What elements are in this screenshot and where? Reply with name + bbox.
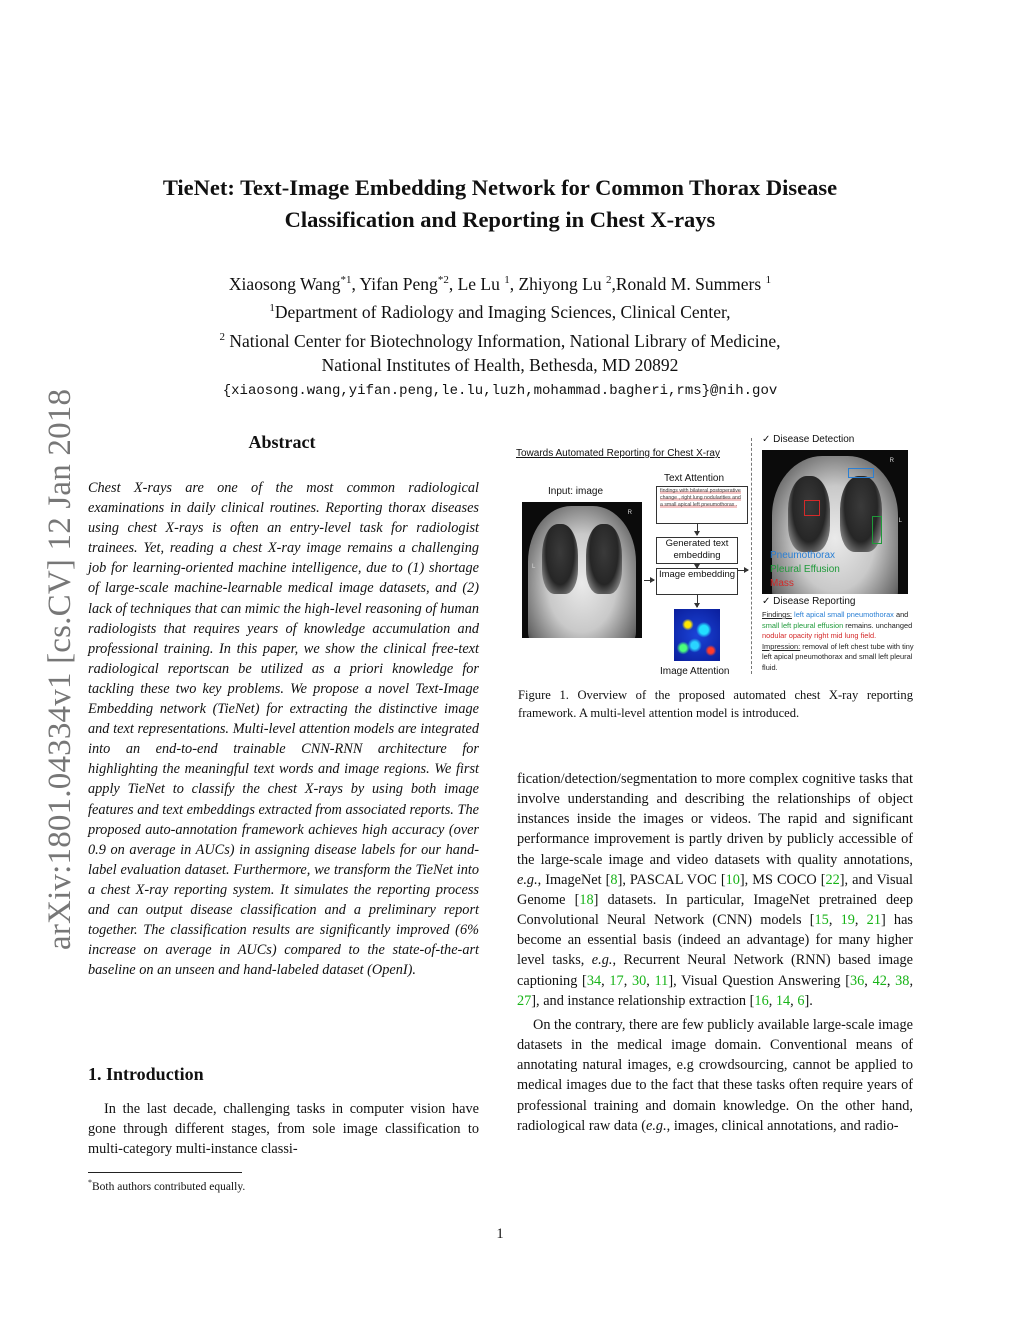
right-column-body	[517, 769, 913, 1136]
text-span: , ImageNet [	[537, 871, 611, 888]
findings-pneumothorax: left apical small pneumothorax	[792, 610, 894, 619]
figure-1	[514, 430, 914, 682]
citation-link[interactable]: 22	[825, 871, 840, 888]
check-icon: ✓	[762, 596, 771, 607]
citation-link[interactable]: 16	[754, 992, 769, 1009]
text-span: ,	[854, 912, 867, 929]
input-xray-image	[522, 502, 642, 638]
citation-link[interactable]: 14	[775, 992, 791, 1009]
report-snippet-text: findings with bilateral postoperative change , right lung nodularities and a small apical left pneumothorax .	[660, 488, 741, 508]
xray-marker-l: L	[532, 564, 536, 570]
introduction-paragraph: In the last decade, challenging tasks in computer vision have gone through different stages, from sole image classification to multi-category multi-instance classi-	[88, 1101, 479, 1158]
author-name: ,Ronald M. Summers	[611, 273, 766, 294]
detection-xray-image	[762, 450, 908, 594]
figure-1-caption: Figure 1. Overview of the proposed automated chest X-ray reporting framework. A multi-level attention model is introduced.	[518, 688, 913, 720]
text-span: ], MS COCO [	[739, 871, 826, 888]
legend-mass: Mass	[770, 578, 794, 589]
legend-pneumothorax: Pneumothorax	[770, 550, 836, 561]
citation-link[interactable]: 8	[610, 871, 618, 888]
author-sup: *1	[340, 274, 352, 286]
footnote-text: Both authors contributed equally.	[92, 1180, 246, 1193]
affiliation-1	[100, 296, 900, 324]
affiliation-sup: 1	[269, 302, 275, 315]
author-sup: 2	[605, 274, 612, 286]
generated-text-embedding-box: Generated text embedding	[656, 537, 738, 564]
citation-link[interactable]: 10	[725, 871, 740, 888]
arrow-embed-to-heatmap	[697, 595, 698, 607]
image-attention-label: Image Attention	[660, 666, 730, 677]
findings-connector: and	[895, 610, 909, 619]
divider-line	[751, 438, 753, 674]
author-sup: 1	[504, 274, 510, 286]
author-emails: {xiaosong.wang,yifan.peng,le.lu,luzh,mohammad.bagheri,rms}@nih.gov	[222, 383, 778, 400]
detection-label: Disease Detection	[773, 434, 855, 445]
affiliation-text: Department of Radiology and Imaging Sciences, Clinical Center,	[274, 302, 731, 323]
xray-marker-r: R	[627, 510, 632, 516]
footnote-mark: *	[88, 1178, 92, 1187]
text-span: ] datasets. In particular, ImageNet pretrained deep Convolutional Neural Network (CNN) models [	[517, 891, 913, 929]
figure-heading: Towards Automated Reporting for Chest X-ray	[516, 448, 720, 459]
image-attention-heatmap	[674, 609, 720, 661]
page-number: 1	[496, 1226, 504, 1242]
abstract-text: Chest X-rays are one of the most common radiological examinations in daily clinical routines. Reporting thorax diseases using chest X-rays is often an entry-level task for radiologist trainees. Yet, reading a chest X-ray image remains a challenging job for learning-oriented machine intelligence, due to (1) shortage of large-scale machine-learnable medical image datasets, and (2) lack of techniques that can mimic the high-level reasoning of human radiologists that requires years of knowledge accumulation and professional training. In this paper, we show the clinical free-text radiological reportscan be utilized as a priori knowledge for tackling these two key problems. We propose a novel Text-Image Embedding network (TieNet) for extracting the distinctive image and text representations. Multi-level attention models are integrated into an end-to-end trainable CNN-RNN architecture for highlighting the meaningful text words and image regions. We first apply TieNet to classify the chest X-rays by using both image features and text embeddings extracted from associated reports. The proposed auto-annotation framework achieves high accuracy (over 0.9 on average in AUCs) in assigning disease labels for our hand-label evaluation dataset. Furthermore, we transform the TieNet into a chest X-ray reporting system. It simulates the reporting process and can output disease classification and a preliminary report together. The classification results are significantly improved (6% increase on average in AUCs) compared to the state-of-the-art baseline on an unseen and hand-labeled dataset (OpenI).	[88, 480, 479, 979]
text-span: , images, clinical annotations, and radio-	[666, 1117, 899, 1134]
text-span: ,	[886, 972, 896, 989]
text-span: ] has become an essential basis (indeed an advantage) for many higher level tasks,	[517, 912, 913, 969]
mass-box	[804, 500, 820, 516]
text-span: ,	[909, 972, 914, 989]
text-span: ], PASCAL VOC [	[617, 871, 726, 888]
check-icon: ✓	[762, 434, 771, 445]
citation-link[interactable]: 6	[797, 992, 805, 1009]
citation-link[interactable]: 21	[866, 912, 881, 929]
text-span: ,	[790, 992, 798, 1009]
arxiv-identifier: arXiv:1801.04334v1 [cs.CV] 12 Jan 2018	[42, 388, 78, 950]
text-span: e.g.	[646, 1117, 667, 1134]
text-span: ,	[768, 992, 776, 1009]
text-span: ], and Visual Genome [	[517, 871, 913, 908]
text-span: On the contrary, there are few publicly available large-scale image datasets in the medical image domain. Conventional means of annotating natural images, e.g crowdsourcing, cannot be applied to medical images due to the fact that these tasks often require years of professional training and domain knowledge. On the other hand, radiological raw data (	[517, 1016, 913, 1134]
footnote-rule	[88, 1172, 242, 1173]
arrow-input-to-image-embed	[644, 580, 654, 581]
text-span: ,	[828, 912, 841, 929]
findings-mass: nodular opacity right mid lung field.	[762, 631, 877, 640]
text-span: ,	[601, 972, 610, 989]
author-name: , Yifan Peng	[351, 273, 438, 294]
findings-effusion: small left pleural effusion	[762, 620, 844, 630]
citation-link[interactable]: 27	[517, 992, 532, 1009]
reporting-label: Disease Reporting	[773, 596, 856, 607]
author-sup: 1	[765, 274, 772, 286]
text-span: ], and instance relationship extraction [	[531, 992, 755, 1009]
findings-label: Findings:	[762, 610, 792, 619]
text-span: ].	[804, 992, 813, 1009]
author-name: , Zhiyong Lu	[509, 273, 606, 294]
text-span: ], Visual Question Answering [	[668, 972, 850, 989]
citation-link[interactable]: 11	[654, 972, 669, 989]
citation-link[interactable]: 36	[849, 972, 865, 989]
title-line-2: Classification and Reporting in Chest X-rays	[284, 207, 716, 232]
affiliation-text: National Center for Biotechnology Information, National Library of Medicine,	[225, 330, 781, 351]
pneumothorax-box	[848, 468, 874, 478]
author-name: , Le Lu	[448, 273, 505, 294]
image-embedding-box: Image embedding	[656, 568, 738, 595]
text-attention-label: Text Attention	[664, 473, 725, 484]
detection-marker-l: L	[898, 518, 902, 524]
findings-connector-2: remains. unchanged	[843, 620, 913, 630]
author-block	[100, 268, 900, 404]
citation-link[interactable]: 38	[895, 972, 910, 989]
arrow-snippet-to-text	[697, 523, 698, 535]
reporting-heading	[762, 596, 855, 607]
citation-link[interactable]: 17	[609, 972, 624, 989]
text-span: ,	[646, 972, 655, 989]
text-span: ,	[864, 972, 873, 989]
author-list	[100, 268, 900, 296]
text-span: fication/detection/segmentation to more complex cognitive tasks that involve understanding and describing the relationships of object instances inside the images or videos. The rapid and significant performance improvement is partly driven by publicly accessible of the large-scale image and video datasets with quality annotations,	[517, 771, 913, 868]
introduction-heading: 1. Introduction	[88, 1064, 204, 1084]
author-name: Xiaosong Wang	[228, 273, 341, 294]
abstract-heading: Abstract	[248, 432, 316, 452]
author-sup: *2	[437, 274, 449, 286]
paragraph-2	[517, 1015, 913, 1136]
citation-link[interactable]: 42	[872, 972, 887, 989]
detection-marker-r: R	[889, 458, 894, 464]
generated-report	[762, 610, 916, 673]
affiliation-3: National Institutes of Health, Bethesda, MD 20892	[321, 354, 679, 375]
footnote	[88, 1178, 245, 1193]
text-span: , Recurrent Neural Network (RNN) based image captioning [	[517, 952, 914, 989]
impression-label: Impression:	[762, 641, 801, 651]
paragraph-1	[517, 769, 913, 1011]
citation-link[interactable]: 15	[814, 912, 829, 929]
text-span: e.g.	[517, 871, 538, 888]
impression-text: removal of left chest tube with tiny left apical pneumothorax and small left pleural fluid.	[762, 641, 914, 672]
text-span: ,	[623, 972, 632, 989]
effusion-box	[872, 516, 882, 544]
title-line-1: TieNet: Text-Image Embedding Network for Common Thorax Disease	[162, 175, 838, 200]
text-span: e.g.	[591, 952, 613, 969]
input-label: Input: image	[548, 486, 604, 497]
report-snippet-box	[656, 486, 748, 524]
legend-pleural-effusion: Pleural Effusion	[770, 564, 840, 575]
citation-link[interactable]: 34	[586, 972, 602, 989]
citation-link[interactable]: 18	[579, 891, 594, 908]
detection-heading	[762, 434, 854, 445]
affiliation-sup: 2	[219, 330, 226, 343]
citation-link[interactable]: 30	[631, 972, 647, 989]
affiliation-2	[100, 325, 900, 353]
citation-link[interactable]: 19	[840, 912, 855, 929]
arrow-embed-to-output	[738, 570, 748, 571]
paper-title	[100, 172, 900, 236]
